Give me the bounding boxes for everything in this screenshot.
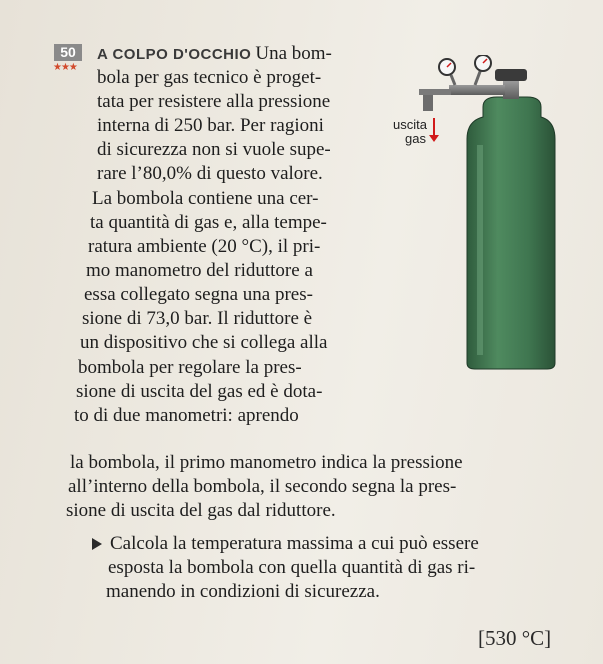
question-text-line: manendo in condizioni di sicurezza. <box>106 581 380 602</box>
exercise-text-line: A COLPO D'OCCHIO Una bom- <box>97 43 332 64</box>
valve-handwheel <box>495 69 527 81</box>
exercise-number-badge: 50 <box>54 44 82 61</box>
regulator-outlet <box>419 89 451 95</box>
exercise-text-line: ta quantità di gas e, alla tempe- <box>90 212 327 233</box>
figure-label-outlet: uscita gas <box>393 117 427 146</box>
exercise-text-line: bombola per regolare la pres- <box>78 357 302 378</box>
cylinder-highlight <box>477 145 483 355</box>
difficulty-stars: ★★★ <box>53 62 77 73</box>
question-bullet-icon <box>92 538 102 550</box>
exercise-text-line: to di due manometri: aprendo <box>74 405 299 426</box>
exercise-text-line: sione di uscita del gas dal riduttore. <box>66 500 336 521</box>
question-text-line: Calcola la temperatura massima a cui può essere <box>110 533 479 554</box>
exercise-text-line: la bombola, il primo manometro indica la pressione <box>70 452 463 473</box>
exercise-text-line: ratura ambiente (20 °C), il pri- <box>88 236 321 257</box>
exercise-title: A COLPO D'OCCHIO <box>97 46 252 63</box>
exercise-text-line: di sicurezza non si vuole supe- <box>97 139 331 160</box>
regulator-nut <box>423 95 433 111</box>
question-text-line: esposta la bombola con quella quantità di gas ri- <box>108 557 476 578</box>
answer-result: [530 °C] <box>478 626 552 650</box>
exercise-text-line: essa collegato segna una pres- <box>84 284 313 305</box>
exercise-text-line: sione di 73,0 bar. Il riduttore è <box>82 308 313 329</box>
exercise-text-line: un dispositivo che si collega alla <box>80 332 328 353</box>
exercise-text-line: sione di uscita del gas ed è dota- <box>76 381 323 402</box>
show-through-text <box>330 8 334 23</box>
exercise-text-line: tata per resistere alla pressione <box>97 91 331 112</box>
valve-neck <box>503 81 519 99</box>
exercise-text-line: bola per gas tecnico è proget- <box>97 67 322 88</box>
gas-cylinder-illustration <box>405 55 585 375</box>
exercise-text-line: rare l’80,0% di questo valore. <box>97 163 323 184</box>
regulator-body <box>449 85 505 95</box>
exercise-text-line: mo manometro del riduttore a <box>86 260 313 281</box>
exercise-text-line: La bombola contiene una cer- <box>92 188 319 209</box>
exercise-text-line: all’interno della bombola, il secondo segna la pres- <box>68 476 457 497</box>
exercise-text-line: interna di 250 bar. Per ragioni <box>97 115 324 136</box>
